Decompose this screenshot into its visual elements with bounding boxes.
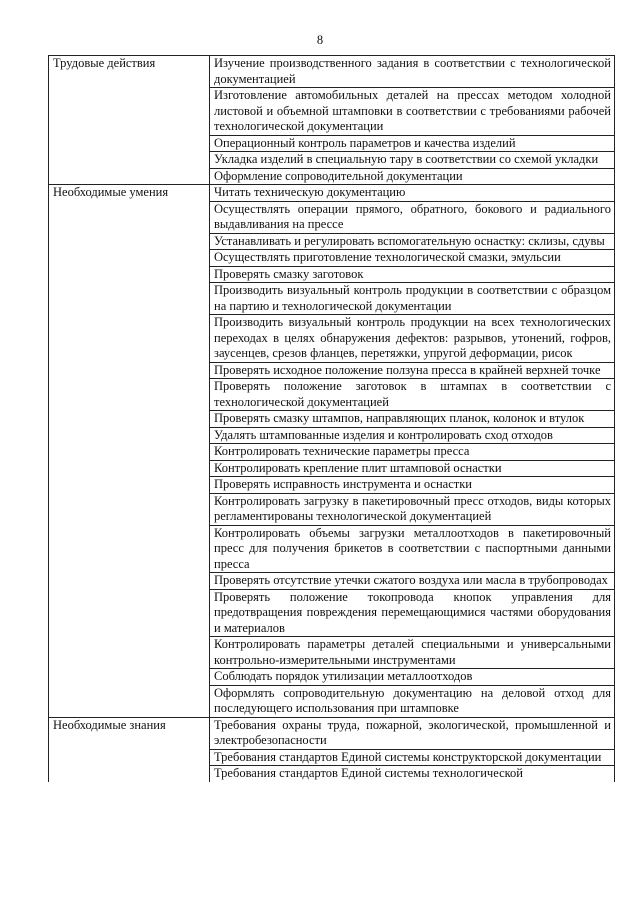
requirement-item: Удалять штампованные изделия и контролировать сход отходов	[210, 427, 615, 444]
table-row	[49, 717, 615, 749]
requirement-item: Проверять исправность инструмента и оснастки	[210, 477, 615, 494]
page-number: 8	[316, 33, 324, 47]
requirements-table	[48, 55, 615, 782]
requirement-item: Оформление сопроводительной документации	[210, 168, 615, 185]
requirement-item: Изготовление автомобильных деталей на прессах методом холодной листовой и объемной штамповки в соответствии с требованиями рабочей технологической документации	[210, 88, 615, 136]
requirement-item: Требования стандартов Единой системы технологической	[210, 766, 615, 782]
requirement-item: Проверять положение токопровода кнопок управления для предотвращения повреждения перемещающимися частями оборудования и материалов	[210, 589, 615, 637]
requirement-item: Проверять положение заготовок в штампах в соответствии с технологической документацией	[210, 379, 615, 411]
requirement-item: Проверять отсутствие утечки сжатого воздуха или масла в трубопроводах	[210, 573, 615, 590]
requirement-item: Проверять смазку заготовок	[210, 266, 615, 283]
requirement-item: Оформлять сопроводительную документацию на деловой отход для последующего использования при штамповке	[210, 685, 615, 717]
requirement-item: Требования стандартов Единой системы конструкторской документации	[210, 749, 615, 766]
requirement-item: Укладка изделий в специальную тару в соответствии со схемой укладки	[210, 152, 615, 169]
requirement-item: Производить визуальный контроль продукции в соответствии с образцом на партию и технологической документации	[210, 283, 615, 315]
requirement-item: Производить визуальный контроль продукции на всех технологических переходах в целях обнаружения дефектов: разрывов, утонений, гофров, заусенцев, срезов фланцев, перетяжки, упругой деформации, рисок	[210, 315, 615, 363]
requirement-item: Осуществлять приготовление технологической смазки, эмульсии	[210, 250, 615, 267]
requirement-item: Контролировать технические параметры пресса	[210, 444, 615, 461]
requirement-item: Требования охраны труда, пожарной, экологической, промышленной и электробезопасности	[210, 717, 615, 749]
requirement-item: Изучение производственного задания в соответствии с технологической документацией	[210, 56, 615, 88]
requirement-item: Читать техническую документацию	[210, 185, 615, 202]
requirement-item: Соблюдать порядок утилизации металлоотходов	[210, 669, 615, 686]
requirement-item: Контролировать крепление плит штамповой оснастки	[210, 460, 615, 477]
requirement-item: Операционный контроль параметров и качества изделий	[210, 135, 615, 152]
requirement-item: Проверять смазку штампов, направляющих планок, колонок и втулок	[210, 411, 615, 428]
requirement-item: Устанавливать и регулировать вспомогательную оснастку: склизы, сдувы	[210, 233, 615, 250]
requirement-item: Контролировать объемы загрузки металлоотходов в пакетировочный пресс для получения брикетов в соответствии с паспортными данными пресса	[210, 525, 615, 573]
requirement-item: Контролировать загрузку в пакетировочный пресс отходов, виды которых регламентированы технологической документацией	[210, 493, 615, 525]
requirement-item: Осуществлять операции прямого, обратного, бокового и радиального выдавливания на прессе	[210, 201, 615, 233]
section-label: Трудовые действия	[49, 56, 210, 185]
section-label: Необходимые умения	[49, 185, 210, 718]
requirement-item: Проверять исходное положение ползуна пресса в крайней верхней точке	[210, 362, 615, 379]
table-row	[49, 185, 615, 202]
section-label: Необходимые знания	[49, 717, 210, 782]
table-row	[49, 56, 615, 88]
requirement-item: Контролировать параметры деталей специальными и универсальными контрольно-измерительными инструментами	[210, 637, 615, 669]
